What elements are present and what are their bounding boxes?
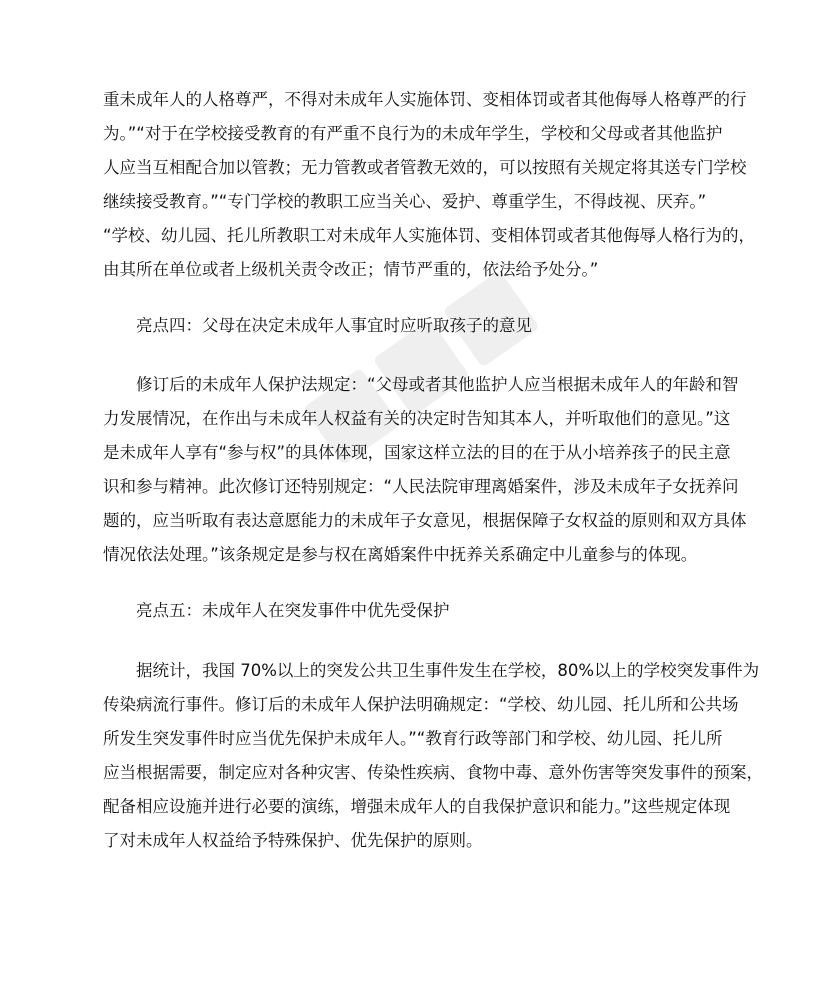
paragraph-3-line-5: 配备相应设施并进行必要的演练，增强未成年人的自我保护意识和能力。”这些规定体现 [103,797,731,816]
paragraph-3-line-1: 据统计，我国 70%以上的突发公共卫生事件发生在学校，80%以上的学校突发事件为 [136,661,760,680]
paragraph-1-line-3: 人应当互相配合加以管教；无力管教或者管教无效的，可以按照有关规定将其送专门学校 [103,158,747,177]
paragraph-3-line-3: 所发生突发事件时应当优先保护未成年人。”“教育行政等部门和学校、幼儿园、托儿所 [103,729,723,748]
paragraph-2-line-4: 识和参与精神。此次修订还特别规定：“人民法院审理离婚案件，涉及未成年子女抚养问 [103,477,739,496]
paragraph-3-line-4: 应当根据需要，制定应对各种灾害、传染性疾病、食物中毒、意外伤害等突发事件的预案， [103,763,763,782]
paragraph-2-line-2: 力发展情况，在作出与未成年人权益有关的决定时告知其本人，并听取他们的意见。”这 [103,409,731,428]
paragraph-2-line-3: 是未成年人享有“参与权”的具体体现，国家这样立法的目的在于从小培养孩子的民主意 [103,443,731,462]
paragraph-3-line-6: 了对未成年人权益给予特殊保护、优先保护的原则。 [103,831,483,850]
paragraph-2-line-6: 情况依法处理。”该条规定是参与权在离婚案件中抚养关系确定中儿童参与的体现。 [103,545,698,564]
paragraph-1-line-4: 继续接受教育。”“专门学校的教职工应当关心、爱护、尊重学生，不得歧视、厌弃。” [103,192,707,211]
paragraph-1-line-2: 为。”“对于在学校接受教育的有严重不良行为的未成年学生，学校和父母或者其他监护 [103,124,723,143]
section-heading-5: 亮点五：未成年人在突发事件中优先受保护 [136,601,450,620]
paragraph-1-line-6: 由其所在单位或者上级机关责令改正；情节严重的，依法给予处分。” [103,260,599,279]
paragraph-2-line-5: 题的，应当听取有表达意愿能力的未成年子女意见，根据保障子女权益的原则和双方具体 [103,511,747,530]
paragraph-3-line-2: 传染病流行事件。修订后的未成年人保护法明确规定：“学校、幼儿园、托儿所和公共场 [103,695,739,714]
section-heading-4: 亮点四：父母在决定未成年人事宜时应听取孩子的意见 [136,316,532,335]
paragraph-1-line-1: 重未成年人的人格尊严，不得对未成年人实施体罚、变相体罚或者其他侮辱人格尊严的行 [103,90,747,109]
paragraph-1-line-5: “学校、幼儿园、托儿所教职工对未成年人实施体罚、变相体罚或者其他侮辱人格行为的， [103,226,756,245]
paragraph-2-line-1: 修订后的未成年人保护法规定：“父母或者其他监护人应当根据未成年人的年龄和智 [136,375,739,394]
